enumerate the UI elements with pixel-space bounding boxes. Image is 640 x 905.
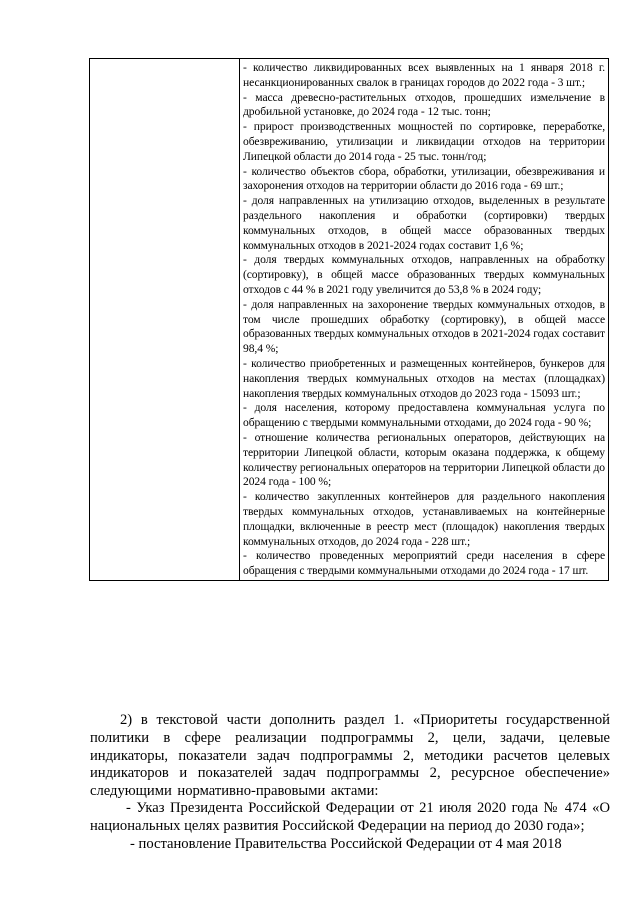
table-row — [90, 59, 609, 581]
indicator-item: - количество закупленных контейнеров для раздельного накопления твердых коммунальных отходов, устанавливаемых на контейнерные площадки, включенные в реестр мест (площадок) накопления твердых коммунальных отходов, до 2024 года - 228 шт.; — [243, 490, 605, 548]
indicator-item: - отношение количества региональных операторов, действующих на территории Липецкой области, которым оказана поддержка, к общему количеству региональных операторов на территории Липецкой области до 2024 года - 100 %; — [243, 430, 605, 489]
indicator-item: - доля направленных на захоронение твердых коммунальных отходов, в том числе прошедших обработку (сортировку), в общей массе образованных твердых коммунальных отходов в 2021-2024 годах составит 98,4 %; — [243, 297, 605, 356]
indicator-item: - доля направленных на утилизацию отходов, выделенных в результате раздельного накопления и обработки (сортировки) твердых коммунальных отходов, в общей массе образованных твердых коммунальных отходов в 2021-2024 годах составит 1,6 %; — [243, 194, 605, 252]
indicator-item: - прирост производственных мощностей по сортировке, переработке, обезвреживанию, утилизации и ликвидации отходов на территории Липецкой области до 2014 года - 25 тыс. тонн/год; — [243, 120, 605, 163]
indicator-item: - доля населения, которому предоставлена коммунальная услуга по обращению с твердыми коммунальными отходами, до 2024 года - 90 %; — [243, 401, 605, 430]
paragraph-government-resolution: - постановление Правительства Российской Федерации от 4 мая 2018 — [130, 836, 562, 852]
indicators-table — [89, 58, 609, 581]
table-indicators-cell — [240, 59, 609, 581]
indicator-item: - количество проведенных мероприятий среди населения в сфере обращения с твердыми коммунальными отходами до 2024 года - 17 шт. — [243, 549, 605, 578]
indicator-item: - количество приобретенных и размещенных контейнеров, бункеров для накопления твердых коммунальных отходов на местах (площадках) накопления твердых коммунальных отходов до 2023 года - 15093 шт.; — [243, 356, 605, 400]
indicator-item: - количество ликвидированных всех выявленных на 1 января 2018 г. несанкционированных свалок в границах городов до 2022 года - 3 шт.; — [243, 61, 605, 89]
table-label-cell — [90, 59, 240, 581]
indicator-item: - масса древесно-растительных отходов, прошедших измельчение в дробильной установке, до 2024 года - 12 тыс. тонн; — [243, 90, 605, 119]
indicator-item: - количество объектов сбора, обработки, утилизации, обезвреживания и захоронения отходов на территории области до 2016 года - 69 шт.; — [243, 164, 605, 193]
indicator-item: - доля твердых коммунальных отходов, направленных на обработку (сортировку), в общей массе образованных твердых коммунальных отходов с 44 % в 2021 году увеличится до 53,8 % в 2024 году; — [243, 253, 605, 296]
paragraph-item-2: 2) в текстовой части дополнить раздел 1. «Приоритеты государственной политики в сфере реализации подпрограммы 2, цели, задачи, целевые индикаторы, показатели задач подпрограммы 2, методики расчетов целевых индикаторов и показателей задач подпрограммы 2, ресурсное обеспечение» следующими нормативно-правовыми актами: — [90, 712, 610, 800]
paragraph-presidential-decree: - Указ Президента Российской Федерации от 21 июля 2020 года № 474 «О национальных целях развития Российской Федерации на период до 2030 года»; — [90, 800, 610, 834]
